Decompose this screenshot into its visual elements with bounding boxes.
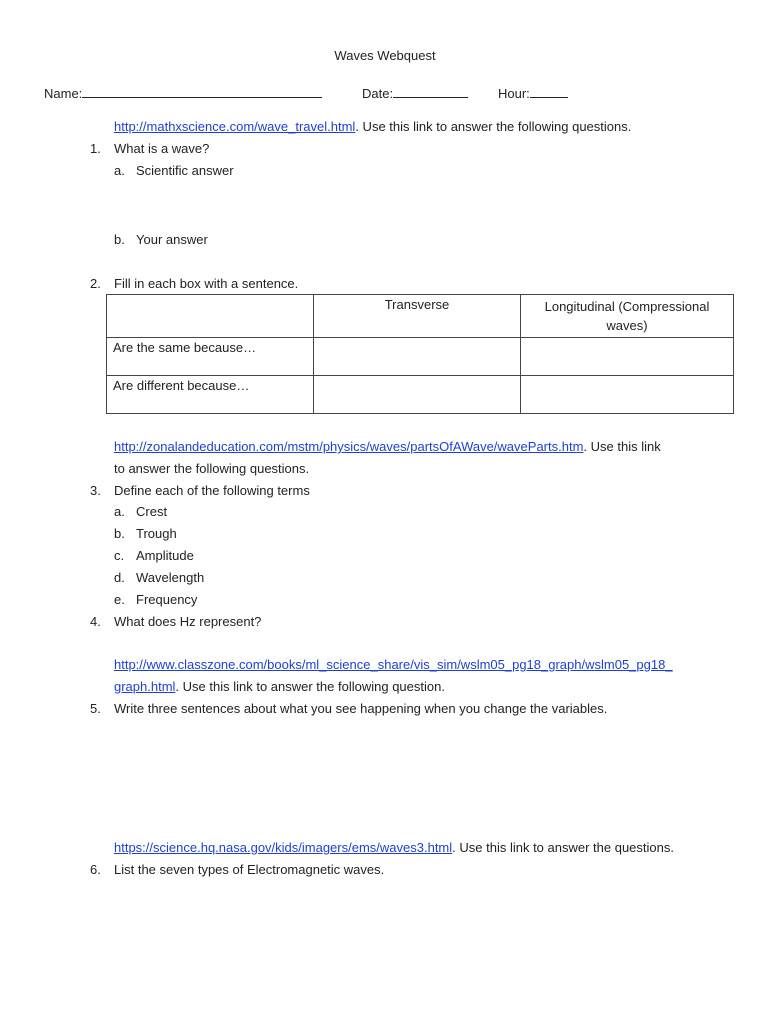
question-4-number: 4.	[90, 614, 101, 629]
question-2-text: Fill in each box with a sentence.	[114, 276, 299, 291]
question-5	[90, 701, 607, 716]
question-6-text: List the seven types of Electromagnetic waves.	[114, 862, 385, 877]
term-letter: d.	[114, 570, 125, 585]
question-4-text: What does Hz represent?	[114, 614, 262, 629]
term-text: Trough	[136, 526, 177, 541]
question-5-text: Write three sentences about what you see happening when you change the variables.	[114, 701, 608, 716]
question-2	[90, 276, 298, 291]
table-header-row	[107, 295, 734, 338]
term-letter: a.	[114, 504, 125, 519]
question-1-number: 1.	[90, 141, 101, 156]
question-3	[90, 483, 310, 498]
link-2-instructions: . Use this link	[583, 439, 661, 454]
term-letter: c.	[114, 548, 125, 563]
question-1	[90, 141, 209, 156]
term-text: Amplitude	[136, 548, 194, 563]
hour-field[interactable]	[498, 84, 568, 101]
link-1-instructions: . Use this link to answer the following questions.	[355, 119, 632, 134]
table-header-longitudinal: Longitudinal (Compressional waves)	[521, 295, 734, 338]
answer-cell[interactable]	[314, 338, 521, 376]
table-row	[107, 376, 734, 414]
date-blank[interactable]	[393, 84, 468, 98]
question-3-number: 3.	[90, 483, 101, 498]
date-field[interactable]	[362, 84, 468, 101]
term-text: Wavelength	[136, 570, 205, 585]
term-trough	[114, 526, 177, 541]
name-blank[interactable]	[82, 84, 322, 98]
hour-blank[interactable]	[530, 84, 568, 98]
link-line-3-cont	[114, 679, 445, 694]
term-frequency	[114, 592, 197, 607]
term-letter: b.	[114, 526, 125, 541]
hour-label: Hour:	[498, 86, 530, 101]
link-2-instructions-cont: to answer the following questions.	[114, 461, 310, 476]
term-amplitude	[114, 548, 194, 563]
question-1-text: What is a wave?	[114, 141, 210, 156]
link-line-4	[114, 840, 674, 855]
classzone-link-part-2[interactable]: graph.html	[114, 679, 176, 694]
question-2-number: 2.	[90, 276, 101, 291]
term-letter: e.	[114, 592, 125, 607]
link-line-1	[114, 119, 631, 134]
date-label: Date:	[362, 86, 394, 101]
name-label: Name:	[44, 86, 83, 101]
answer-cell[interactable]	[521, 338, 734, 376]
answer-cell[interactable]	[521, 376, 734, 414]
comparison-table	[106, 294, 734, 414]
term-wavelength	[114, 570, 204, 585]
classzone-link-part-1[interactable]: http://www.classzone.com/books/ml_science_share/vis_sim/wslm05_pg18_graph/wslm05_pg18_	[114, 657, 673, 672]
question-3-text: Define each of the following terms	[114, 483, 310, 498]
nasa-waves-link[interactable]: https://science.hq.nasa.gov/kids/imagers/ems/waves3.html	[114, 840, 453, 855]
term-text: Crest	[136, 504, 168, 519]
question-1a	[114, 163, 234, 178]
term-crest	[114, 504, 167, 519]
wave-parts-link[interactable]: http://zonalandeducation.com/mstm/physics/waves/partsOfAWave/waveParts.htm	[114, 439, 584, 454]
name-field[interactable]	[44, 84, 322, 101]
row-label-same: Are the same because…	[107, 338, 314, 376]
question-6	[90, 862, 384, 877]
table-corner-cell	[107, 295, 314, 338]
link-line-2	[114, 439, 661, 454]
link-4-instructions: . Use this link to answer the questions.	[452, 840, 674, 855]
link-3-instructions: . Use this link to answer the following question.	[175, 679, 445, 694]
row-label-different: Are different because…	[107, 376, 314, 414]
link-line-3	[114, 657, 673, 672]
term-text: Frequency	[136, 592, 198, 607]
page-title: Waves Webquest	[334, 48, 436, 63]
question-1b	[114, 232, 208, 247]
table-row	[107, 338, 734, 376]
question-4	[90, 614, 261, 629]
question-6-number: 6.	[90, 862, 101, 877]
question-1a-text: Scientific answer	[136, 163, 234, 178]
question-1b-letter: b.	[114, 232, 125, 247]
question-1a-letter: a.	[114, 163, 125, 178]
answer-cell[interactable]	[314, 376, 521, 414]
question-1b-text: Your answer	[136, 232, 208, 247]
table-header-transverse: Transverse	[314, 295, 521, 338]
question-5-number: 5.	[90, 701, 101, 716]
wave-travel-link[interactable]: http://mathxscience.com/wave_travel.html	[114, 119, 356, 134]
